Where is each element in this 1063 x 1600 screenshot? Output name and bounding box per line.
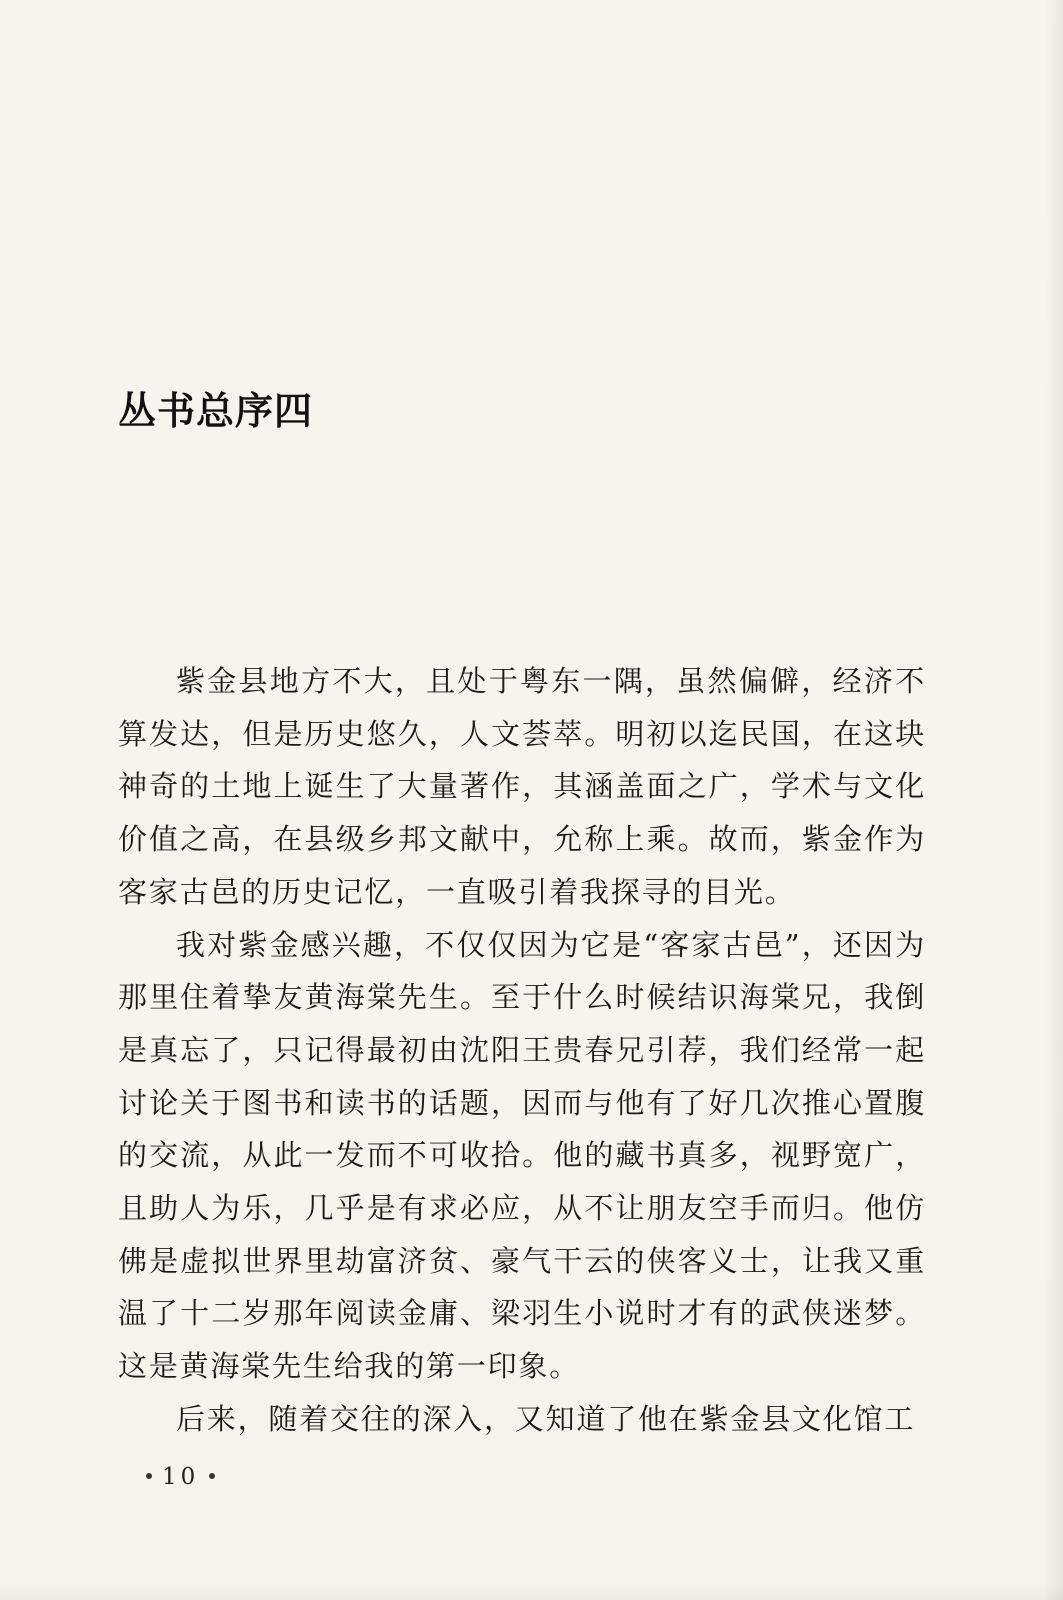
- paragraph-3: 后来，随着交往的深入，又知道了他在紫金县文化馆工: [176, 1401, 916, 1436]
- body-text: [118, 655, 926, 1446]
- section-title: 丛书总序四: [118, 388, 314, 433]
- page-number: [136, 1462, 225, 1492]
- page-edge-shadow: [1045, 0, 1063, 1600]
- paragraph-2: 我对紫金感兴趣，不仅仅因为它是“客家古邑”，还因为那里住着挚友黄海棠先生。至于什么时候结识海棠兄，我倒是真忘了，只记得最初由沈阳王贵春兄引荐，我们经常一起讨论关于图书和读书的话题，因而与他有了好几次推心置腹的交流，从此一发而不可收拾。他的藏书真多，视野宽广，且助人为乐，几乎是有求必应，从不让朋友空手而归。他仿佛是虚拟世界里劫富济贫、豪气干云的侠客义士，让我又重温了十二岁那年阅读金庸、梁羽生小说时才有的武侠迷梦。这是黄海棠先生给我的第一印象。: [118, 927, 926, 1384]
- page-number-value: 10: [162, 1464, 200, 1490]
- dot-right-icon: [209, 1473, 215, 1479]
- dot-left-icon: [146, 1473, 152, 1479]
- page-bottom-shadow: [0, 1582, 1063, 1600]
- paragraph-1: 紫金县地方不大，且处于粤东一隅，虽然偏僻，经济不算发达，但是历史悠久，人文荟萃。明初以迄民国，在这块神奇的土地上诞生了大量著作，其涵盖面之广，学术与文化价值之高，在县级乡邦文献中，允称上乘。故而，紫金作为客家古邑的历史记忆，一直吸引着我探寻的目光。: [118, 664, 926, 909]
